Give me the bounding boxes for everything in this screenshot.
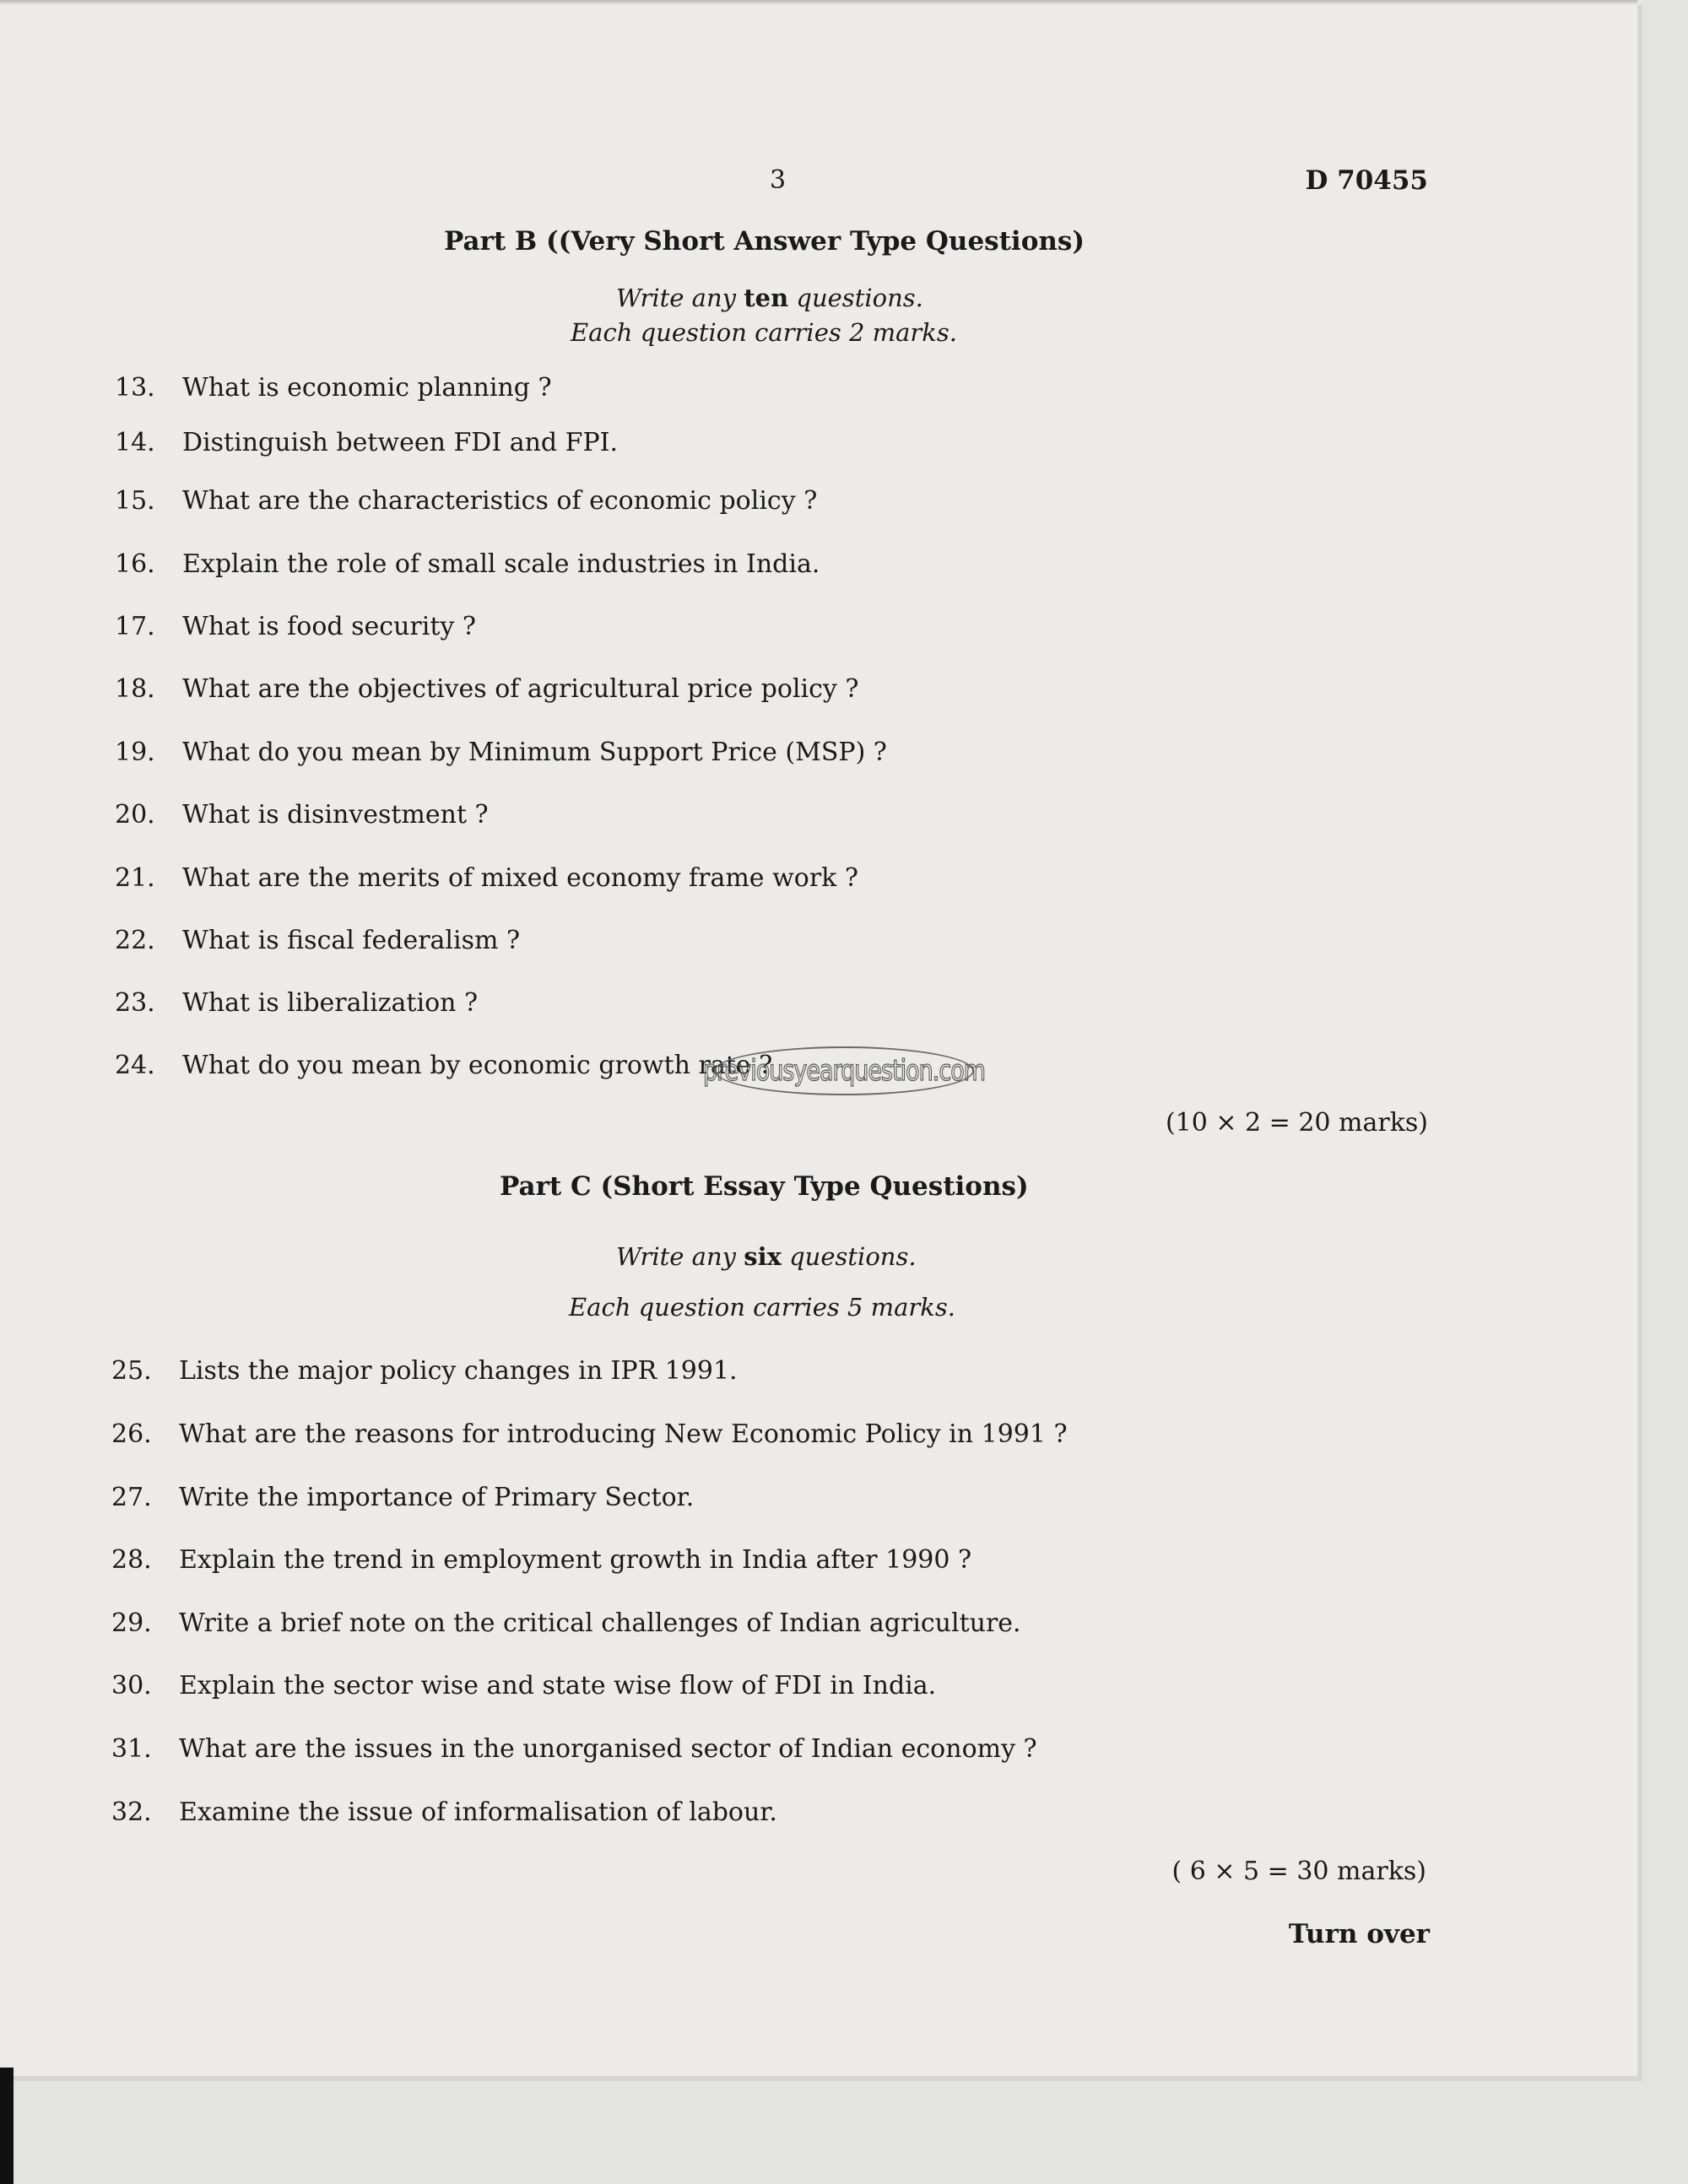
question-number: 14. <box>115 428 155 457</box>
part-b-title: Part B ((Very Short Answer Type Questions) <box>444 226 1085 257</box>
question-number: 27. <box>111 1483 152 1512</box>
question-14 <box>115 428 618 457</box>
question-text: Explain the sector wise and state wise flow of FDI in India. <box>179 1671 937 1700</box>
question-number: 30. <box>111 1671 152 1700</box>
question-number: 22. <box>115 926 155 955</box>
question-13 <box>115 373 552 403</box>
question-number: 16. <box>115 549 155 579</box>
turn-over-note: Turn over <box>1288 1919 1430 1949</box>
question-text: Distinguish between FDI and FPI. <box>182 428 619 457</box>
part-c-instruction-pre: Write any <box>616 1242 737 1271</box>
question-text: What are the reasons for introducing New Economic Policy in 1991 ? <box>179 1419 1068 1449</box>
part-c-instruction <box>616 1242 917 1271</box>
part-c-marks-total: ( 6 × 5 = 30 marks) <box>1171 1857 1426 1886</box>
question-number: 31. <box>111 1734 152 1764</box>
part-c-instruction-count: six <box>744 1242 782 1271</box>
question-text: Write a brief note on the critical challenges of Indian agriculture. <box>179 1608 1021 1638</box>
part-b-marks-total: (10 × 2 = 20 marks) <box>1165 1108 1428 1138</box>
question-15 <box>115 486 817 516</box>
question-number: 21. <box>115 863 155 893</box>
question-31 <box>111 1734 1037 1764</box>
question-27 <box>111 1483 694 1512</box>
question-text: What is fiscal federalism ? <box>182 926 521 955</box>
question-number: 18. <box>115 674 155 704</box>
question-21 <box>115 863 858 893</box>
question-18 <box>115 674 858 704</box>
watermark-stamp <box>702 1046 986 1095</box>
question-text: What is food security ? <box>182 612 476 641</box>
question-number: 19. <box>115 738 155 767</box>
question-29 <box>111 1608 1021 1638</box>
question-30 <box>111 1671 936 1700</box>
question-text: What is economic planning ? <box>182 373 552 403</box>
question-text: Examine the issue of informalisation of labour. <box>179 1797 777 1827</box>
question-text: What are the characteristics of economic policy ? <box>182 486 818 516</box>
question-text: What are the merits of mixed economy frame work ? <box>182 863 858 893</box>
question-text: What is liberalization ? <box>182 988 479 1018</box>
part-c-title: Part C (Short Essay Type Questions) <box>500 1171 1029 1202</box>
watermark-text: previousyearquestion.com <box>702 1054 986 1088</box>
question-number: 28. <box>111 1545 152 1575</box>
question-number: 23. <box>115 988 155 1018</box>
part-c-marks-instruction: Each question carries 5 marks. <box>569 1293 955 1322</box>
question-16 <box>115 549 820 579</box>
question-number: 20. <box>115 800 155 830</box>
scan-top-edge <box>0 0 1637 5</box>
question-number: 17. <box>115 612 155 641</box>
question-25 <box>111 1356 738 1386</box>
question-number: 13. <box>115 373 155 403</box>
question-number: 15. <box>115 486 155 516</box>
part-b-instruction <box>616 284 923 312</box>
document-code: D 70455 <box>1305 165 1428 196</box>
question-number: 29. <box>111 1608 152 1638</box>
question-19 <box>115 738 887 767</box>
page-number: 3 <box>770 165 787 195</box>
part-c-instruction-post: questions. <box>789 1242 917 1271</box>
question-20 <box>115 800 489 830</box>
question-number: 24. <box>115 1051 155 1080</box>
question-number: 25. <box>111 1356 152 1386</box>
part-b-instruction-count: ten <box>744 284 789 312</box>
question-text: What are the issues in the unorganised sector of Indian economy ? <box>179 1734 1037 1764</box>
question-text: What do you mean by Minimum Support Price (MSP) ? <box>182 738 887 767</box>
question-28 <box>111 1545 971 1575</box>
part-b-marks-instruction: Each question carries 2 marks. <box>571 318 957 347</box>
question-number: 32. <box>111 1797 152 1827</box>
question-text: Lists the major policy changes in IPR 1991. <box>179 1356 738 1386</box>
question-text: What do you mean by economic growth rate ? <box>182 1051 773 1080</box>
question-text: Write the importance of Primary Sector. <box>179 1483 695 1512</box>
part-b-instruction-pre: Write any <box>616 284 737 312</box>
question-32 <box>111 1797 777 1827</box>
question-text: What is disinvestment ? <box>182 800 489 830</box>
question-22 <box>115 926 520 955</box>
question-text: Explain the trend in employment growth in India after 1990 ? <box>179 1545 972 1575</box>
question-26 <box>111 1419 1068 1449</box>
question-number: 26. <box>111 1419 152 1449</box>
scan-shadow-edge <box>0 2068 14 2184</box>
question-24 <box>115 1051 772 1080</box>
part-b-instruction-post: questions. <box>796 284 923 312</box>
question-text: Explain the role of small scale industries in India. <box>182 549 820 579</box>
question-text: What are the objectives of agricultural price policy ? <box>182 674 859 704</box>
question-17 <box>115 612 476 641</box>
question-23 <box>115 988 478 1018</box>
